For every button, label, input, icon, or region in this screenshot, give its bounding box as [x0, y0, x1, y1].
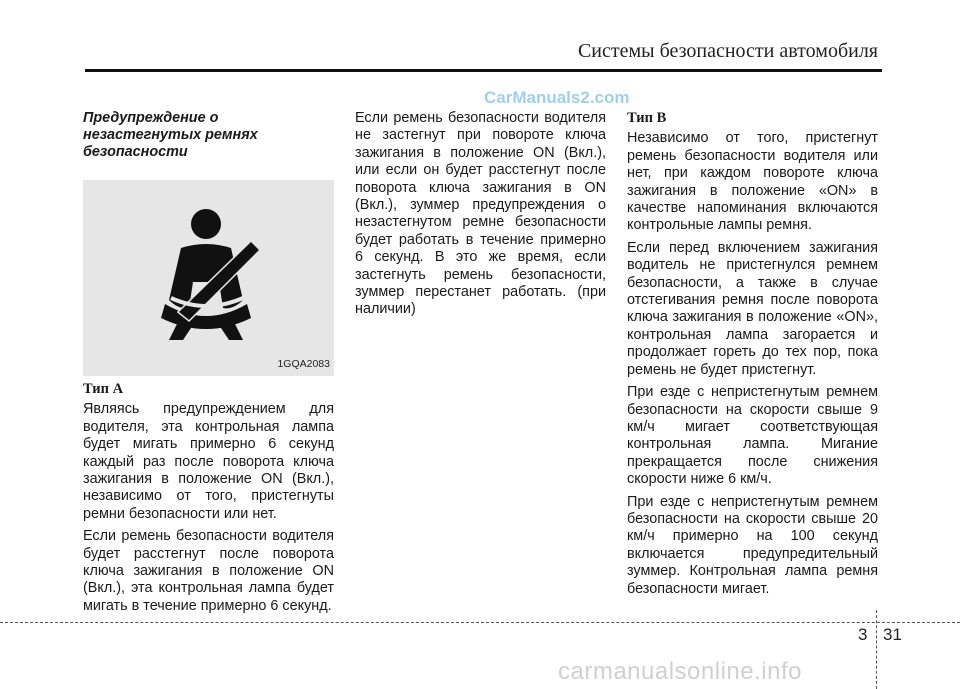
page-number-divider: [876, 610, 877, 689]
type-b-paragraph: Независимо от того, пристегнут ремень безопасности водителя или нет, при каждом повороте ключа зажигания в положение «ON» в качестве напоминания включаются контрольные лампы ремня.: [627, 130, 878, 234]
type-b-paragraph: При езде с непристегнутым ремнем безопасности на скорости свыше 20 км/ч примерно на 100 секунд включается предупредительный зуммер. Контрольная лампа ремня безопасности мигает.: [627, 493, 878, 597]
header-rule: [85, 69, 882, 72]
column-middle: [355, 110, 606, 324]
warning-title: Предупреждение о незастегнутых ремнях безопасности: [83, 110, 258, 160]
watermark-bottom: carmanualsonline.info: [558, 658, 802, 685]
watermark-top: CarManuals2.com: [484, 88, 630, 107]
type-a-paragraph: Являясь предупреждением для водителя, эта контрольная лампа будет мигать примерно 6 секунд каждый раз после поворота ключа зажигания в положение ON (Вкл.), независимо от того, пристегнуты ремни безопасности или нет.: [83, 401, 334, 522]
type-b-heading: Тип B: [627, 110, 667, 126]
figure-code: 1GQA2083: [277, 357, 330, 370]
page-num: 31: [883, 625, 902, 644]
type-a-heading: Тип A: [83, 381, 124, 397]
type-b-paragraph: Если перед включением зажигания водитель не пристегнулся ремнем безопасности, а также в случае отстегивания ремня после поворота ключа зажигания в положение «ON», контрольная лампа загорается и продолжает гореть до тех пор, пока ремень не будет пристегнут.: [627, 239, 878, 378]
figure-seatbelt: [83, 180, 334, 376]
column-right: [627, 110, 878, 603]
seatbelt-warning-icon: [83, 180, 334, 376]
page-section: 3: [858, 625, 868, 644]
header-title: Системы безопасности автомобиля: [577, 40, 878, 62]
column-left: [83, 110, 334, 620]
type-b-paragraph: При езде с непристегнутым ремнем безопасности на скорости свыше 9 км/ч мигает соответствующая контрольная лампа. Мигание прекращается после снижения скорости ниже 6 км/ч.: [627, 384, 878, 488]
type-a-paragraph: Если ремень безопасности водителя будет расстегнут после поворота ключа зажигания в положение ON (Вкл.), эта контрольная лампа будет мигать в течение примерно 6 секунд.: [83, 528, 334, 614]
footer-rule: [0, 622, 960, 623]
type-a-paragraph: Если ремень безопасности водителя не застегнут при повороте ключа зажигания в положение ON (Вкл.), или если он будет расстегнут после поворота ключа зажигания в ON (Вкл.), зуммер предупреждения о незастегнутом ремне безопасности будет работать в течение примерно 6 секунд. В это же время, если застегнуть ремень безопасности, зуммер перестанет работать. (при наличии): [355, 110, 606, 318]
